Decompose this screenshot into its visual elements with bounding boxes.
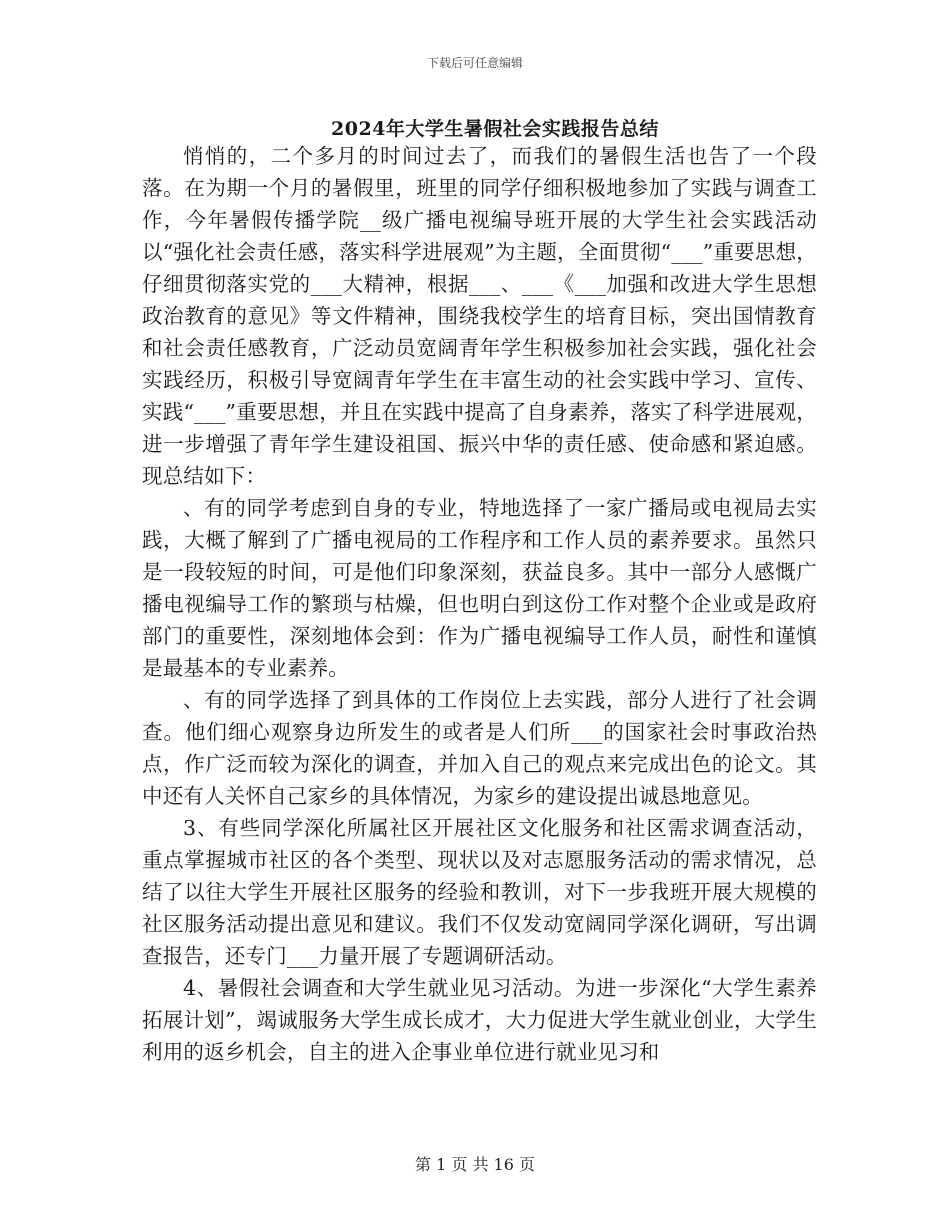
paragraph-item-2: 、有的同学选择了到具体的工作岗位上去实践，部分人进行了社会调查。他们细心观察身边所发生的或者是人们所___的国家社会时事政治热点，作广泛而较为深化的调查，并加入自己的观点来完成出色的论文。其中还有人关怀自己家乡的具体情况，为家乡的建设提出诚恳地意见。 — [142, 688, 817, 808]
document-title: 2024年大学生暑假社会实践报告总结 — [331, 118, 659, 140]
paragraph-item-1: 、有的同学考虑到自身的专业，特地选择了一家广播局或电视局去实践，大概了解到了广播电视局的工作程序和工作人员的素养要求。虽然只是一段较短的时间，可是他们印象深刻，获益良多。其中一部分人感慨广播电视编导工作的繁琐与枯燥，但也明白到这份工作对整个企业或是政府部门的重要性，深刻地体会到：作为广播电视编导工作人员，耐性和谨慎是最基本的专业素养。 — [142, 496, 817, 680]
paragraph-item-3: 3、有些同学深化所属社区开展社区文化服务和社区需求调查活动，重点掌握城市社区的各个类型、现状以及对志愿服务活动的需求情况，总结了以往大学生开展社区服务的经验和教训，对下一步我班开展大规模的社区服务活动提出意见和建议。我们不仅发动宽阔同学深化调研，写出调查报告，还专门___力量开展了专题调研活动。 — [142, 816, 817, 968]
page-header-note: 下载后可任意编辑 — [426, 56, 523, 70]
page-number-footer: 第 1 页 共 16 页 — [415, 1155, 535, 1174]
document-body — [142, 140, 817, 1068]
paragraph-intro: 悄悄的，二个多月的时间过去了，而我们的暑假生活也告了一个段落。在为期一个月的暑假里，班里的同学仔细积极地参加了实践与调查工作，今年暑假传播学院__级广播电视编导班开展的大学生社会实践活动以“强化社会责任感，落实科学进展观”为主题，全面贯彻“___”重要思想，仔细贯彻落实党的___大精神，根据___、___《___加强和改进大学生思想政治教育的意见》等文件精神，围绕我校学生的培育目标，突出国情教育和社会责任感教育，广泛动员宽阔青年学生积极参加社会实践，强化社会实践经历，积极引导宽阔青年学生在丰富生动的社会实践中学习、宣传、实践“___”重要思想，并且在实践中提高了自身素养，落实了科学进展观，进一步增强了青年学生建设祖国、振兴中华的责任感、使命感和紧迫感。现总结如下： — [142, 144, 817, 488]
paragraph-item-4: 4、暑假社会调查和大学生就业见习活动。为进一步深化“大学生素养拓展计划”，竭诚服务大学生成长成才，大力促进大学生就业创业，大学生利用的返乡机会，自主的进入企事业单位进行就业见习和 — [142, 976, 817, 1064]
